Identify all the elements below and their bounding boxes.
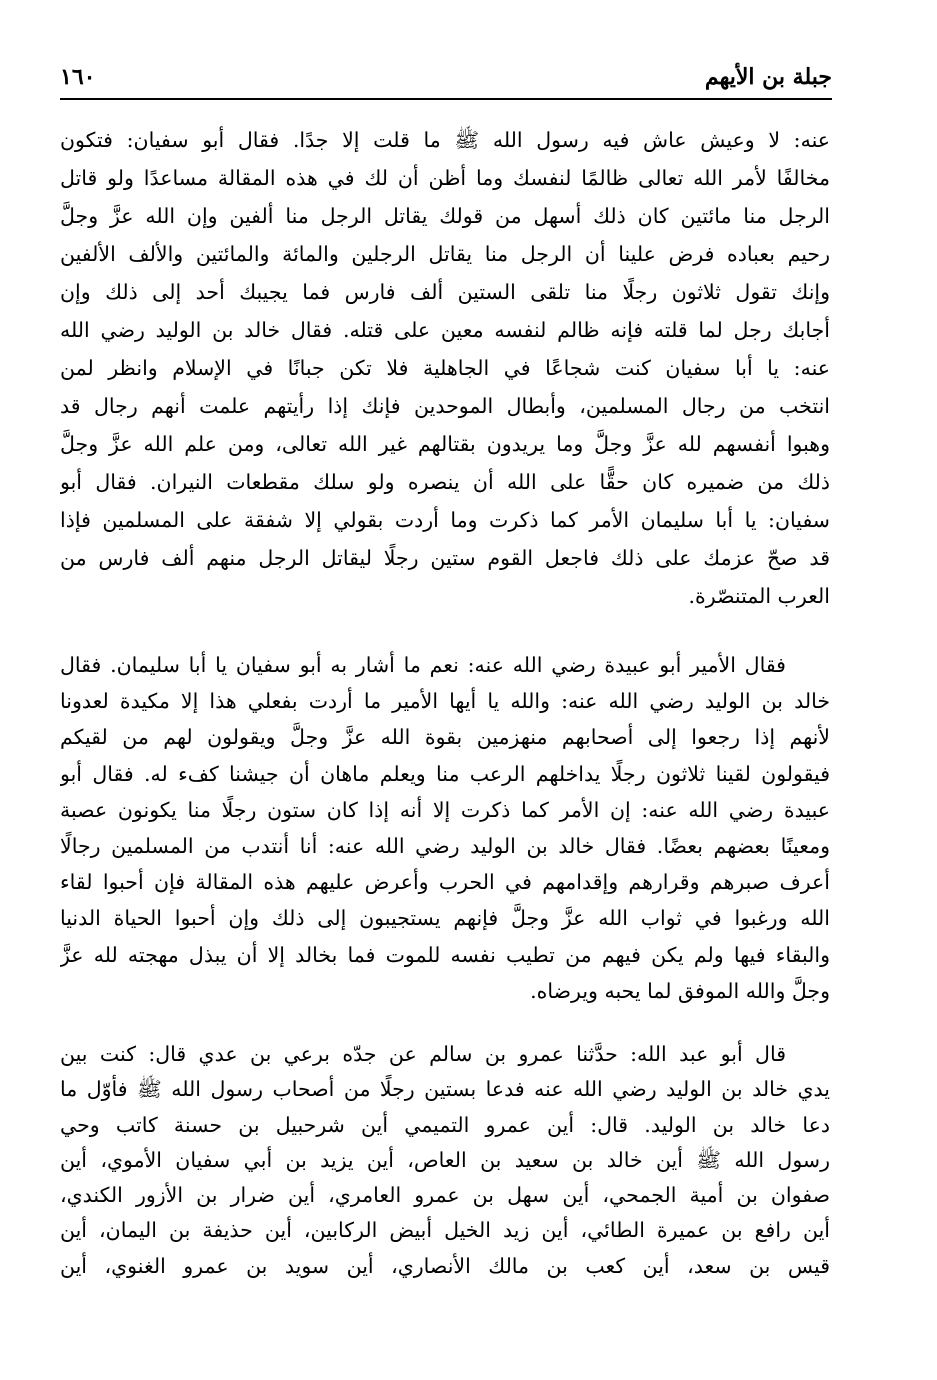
page-number: ١٦٠ xyxy=(60,64,96,90)
text-line: قد صحّ عزمك على ذلك فاجعل القوم ستين رجلًا ليقاتل الرجل منهم ألف فارس من xyxy=(60,546,830,570)
text-line: يدي خالد بن الوليد رضي الله عنه فدعا بستين رجلًا من أصحاب رسول الله ﷺ فأوّل ما xyxy=(60,1077,830,1102)
paragraph-2 xyxy=(60,647,830,1009)
text-line: أين رافع بن عميرة الطائي، أين زيد الخيل أبيض الركابين، أين حذيفة بن اليمان، أين xyxy=(60,1218,830,1243)
text-line: سفيان: يا أبا سليمان الأمر كما ذكرت وما أردت بقولي إلا شفقة على المسلمين فإذا xyxy=(60,508,830,532)
text-line: رسول الله ﷺ أين خالد بن سعيد بن العاص، أين يزيد بن أبي سفيان الأموي، أين xyxy=(60,1147,830,1172)
text-line: خالد بن الوليد رضي الله عنه: والله يا أيها الأمير ما أردت بفعلي هذا إلا مكيدة لعدونا xyxy=(60,689,830,714)
text-line: فيقولون لقينا ثلاثون رجلًا يداخلهم الرعب منا ويعلم ماهان أن جيشنا كفء له. فقال أبو xyxy=(60,761,830,786)
text-line: فقال الأمير أبو عبيدة رضي الله عنه: نعم ما أشار به أبو سفيان يا أبا سليمان. فقال xyxy=(60,653,786,677)
text-line: عنه: لا وعيش عاش فيه رسول الله ﷺ ما قلت إلا جدًا. فقال أبو سفيان: فتكون xyxy=(60,128,830,152)
paragraph-1 xyxy=(60,121,830,615)
text-line: قيس بن سعد، أين كعب بن مالك الأنصاري، أين سويد بن عمرو الغنوي، أين xyxy=(60,1253,830,1278)
text-line: قال أبو عبد الله: حدَّثنا عمرو بن سالم عن جدّه برعي بن عدي قال: كنت بين xyxy=(60,1042,786,1066)
text-line: وجلَّ والله الموفق لما يحبه ويرضاه. xyxy=(530,978,830,1003)
text-line: أعرف صبرهم وقرارهم وإقدامهم في الحرب وأعرض عليهم هذه المقالة فإن أحبوا لقاء xyxy=(60,870,830,895)
text-line: عنه: يا أبا سفيان كنت شجاعًا في الجاهلية فلا تكن جبانًا في الإسلام وانظر لمن xyxy=(60,356,830,380)
text-line: رحيم بعباده فرض علينا أن الرجل منا يقاتل الرجلين والمائة والمائتين والألف الألفين xyxy=(60,242,830,266)
text-line: وإنك تقول ثلاثون رجلًا منا تلقى الستين ألف فارس فما يجيبك أحد إلى ذلك وإن xyxy=(60,280,830,304)
text-line: عبيدة رضي الله عنه: إن الأمر كما ذكرت إلا أنه إذا كان ستون رجلًا منا يكونون عصبة xyxy=(60,797,830,822)
text-line: صفوان بن أمية الجمحي، أين سهل بن عمرو العامري، أين ضرار بن الأزور الكندي، xyxy=(60,1183,830,1208)
text-line: الله ورغبوا في ثواب الله عزَّ وجلَّ فإنهم يستجيبون إلى ذلك وإن أحبوا الحياة الدنيا xyxy=(60,906,830,931)
text-line: ومعينًا بعضهم بعضًا. فقال خالد بن الوليد رضي الله عنه: أنا أنتدب من المسلمين رجالًا xyxy=(60,833,830,858)
text-line: وهبوا أنفسهم لله عزَّ وجلَّ وما يريدون بقتالهم غير الله تعالى، ومن علم الله عزَّ وجلَّ xyxy=(60,432,830,456)
running-header xyxy=(60,58,832,100)
text-line: والبقاء فيها ولم يكن فيهم من تطيب نفسه للموت فما بخالد إلا أن يبذل مهجته لله عزَّ xyxy=(60,942,830,967)
text-line: لأنهم إذا رجعوا إلى أصحابهم منهزمين بقوة الله عزَّ وجلَّ ويقولون لهم من لقيكم xyxy=(60,725,830,750)
text-line: دعا خالد بن الوليد. قال: أين عمرو التميمي أين شرحبيل بن حسنة كاتب وحي xyxy=(60,1112,830,1137)
text-line: انتخب من رجال المسلمين، وأبطال الموحدين فإنك إذا رأيتهم علمت أنهم رجال قد xyxy=(60,394,830,418)
text-line: مخالفًا لأمر الله تعالى ظالمًا لنفسك وما أظن أن لك في هذه المقالة مساعدًا ولو قاتل xyxy=(60,166,830,190)
text-line: أجابك رجل لما قلته فإنه ظالم لنفسه معين على قتله. فقال خالد بن الوليد رضي الله xyxy=(60,318,830,342)
text-line: ذلك من ضميره كان حقًّا على الله أن ينصره ولو سلك مقطعات النيران. فقال أبو xyxy=(60,470,830,494)
book-title: جبلة بن الأيهم xyxy=(704,64,832,90)
text-line: العرب المتنصّرة. xyxy=(688,584,830,608)
text-line: الرجل منا مائتين كان ذلك أسهل من قولك يقاتل الرجل منا ألفين وإن الله عزَّ وجلَّ xyxy=(60,204,830,228)
paragraph-3 xyxy=(60,1037,830,1284)
